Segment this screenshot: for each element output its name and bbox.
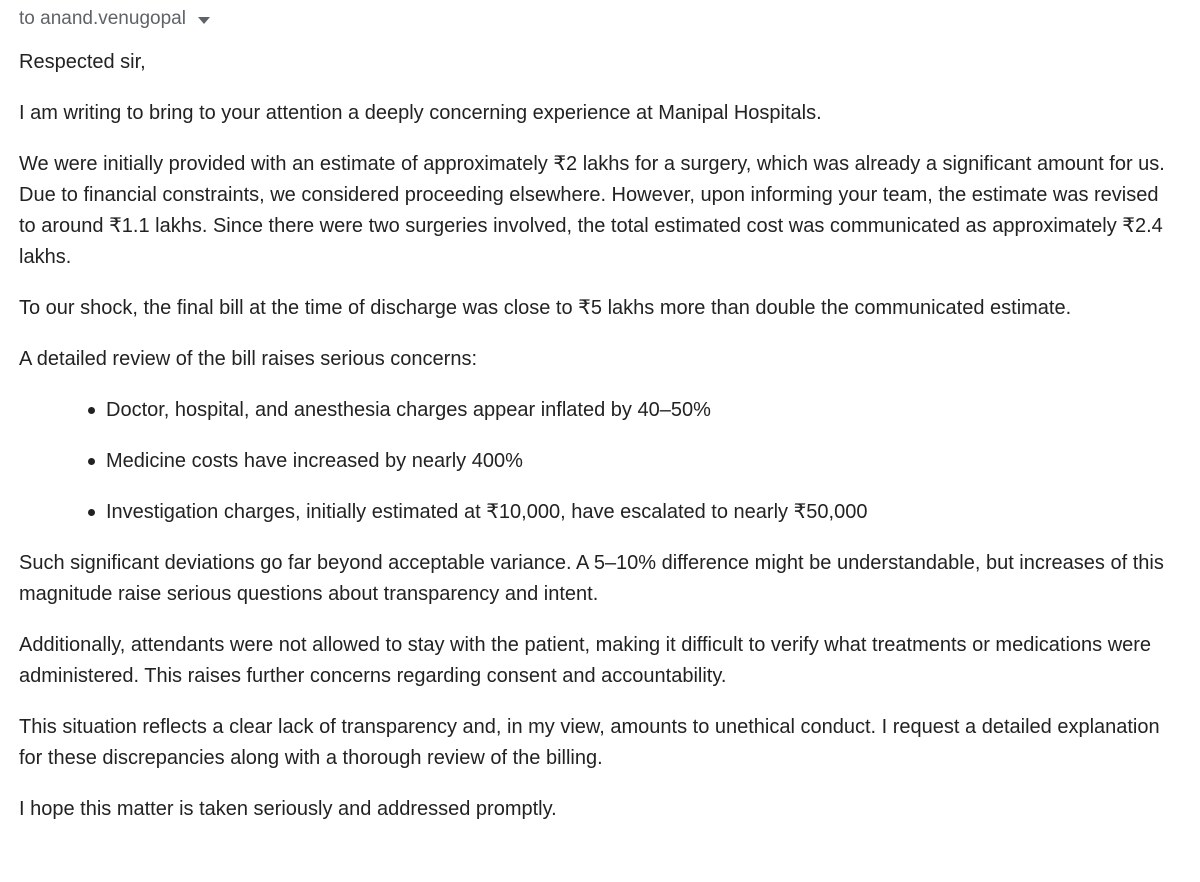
bullet-icon xyxy=(88,509,95,516)
body-paragraph: Such significant deviations go far beyond acceptable variance. A 5–10% difference might be understandable, but increases of this magnitude raise serious questions about transparency and intent. xyxy=(19,552,1164,605)
closing-paragraph: I hope this matter is taken seriously and addressed promptly. xyxy=(19,798,557,820)
list-item xyxy=(87,446,1174,477)
list-item-text: Investigation charges, initially estimated at ₹10,000, have escalated to nearly ₹50,000 xyxy=(106,501,868,523)
list-item xyxy=(87,395,1174,426)
body-paragraph: I am writing to bring to your attention a deeply concerning experience at Manipal Hospitals. xyxy=(19,102,822,124)
concerns-list xyxy=(19,395,1174,528)
greeting: Respected sir, xyxy=(19,51,146,73)
bullet-icon xyxy=(88,458,95,465)
body-paragraph: To our shock, the final bill at the time of discharge was close to ₹5 lakhs more than double the communicated estimate. xyxy=(19,297,1072,319)
bullet-icon xyxy=(88,407,95,414)
caret-down-icon[interactable] xyxy=(198,17,210,24)
list-item-text: Doctor, hospital, and anesthesia charges appear inflated by 40–50% xyxy=(106,399,711,421)
list-item-text: Medicine costs have increased by nearly 400% xyxy=(106,450,523,472)
body-paragraph: A detailed review of the bill raises serious concerns: xyxy=(19,348,478,370)
email-body xyxy=(19,47,1174,825)
list-item xyxy=(87,497,1174,528)
recipient-dropdown[interactable] xyxy=(19,6,210,32)
body-paragraph: This situation reflects a clear lack of transparency and, in my view, amounts to unethical conduct. I request a detailed explanation for these discrepancies along with a thorough review of the billing. xyxy=(19,716,1160,769)
recipient-label: to anand.venugopal xyxy=(19,8,186,29)
body-paragraph: We were initially provided with an estimate of approximately ₹2 lakhs for a surgery, which was already a significant amount for us. Due to financial constraints, we considered proceeding elsewhere. However, upon informing your team, the estimate was revised to around ₹1.1 lakhs. Since there were two surgeries involved, the total estimated cost was communicated as approximately ₹2.4 lakhs. xyxy=(19,153,1165,268)
body-paragraph: Additionally, attendants were not allowed to stay with the patient, making it difficult to verify what treatments or medications were administered. This raises further concerns regarding consent and accountability. xyxy=(19,634,1152,687)
